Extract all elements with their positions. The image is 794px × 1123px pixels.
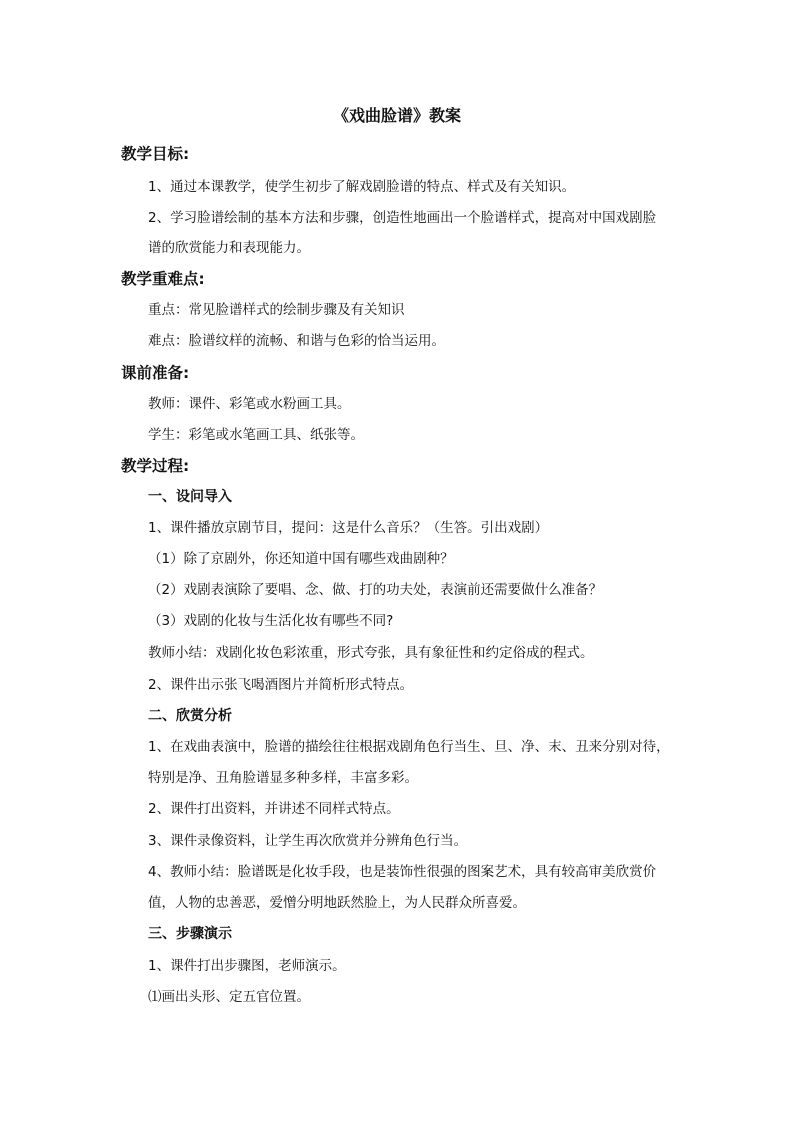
part2-item-2: 2、课件打出资料，并讲述不同样式特点。 xyxy=(148,801,400,817)
goal-item-2-cont: 谱的欣赏能力和表现能力。 xyxy=(148,240,310,256)
keypoint-item-2: 难点：脸谱纹样的流畅、和谐与色彩的恰当运用。 xyxy=(148,333,445,349)
part1-item-3: （2）戏剧表演除了要唱、念、做、打的功夫处，表演前还需要做什么准备？ xyxy=(148,582,603,598)
part2-item-4-cont: 值，人物的忠善恶，爱憎分明地跃然脸上，为人民群众所喜爱。 xyxy=(148,895,526,911)
part2-item-1-cont: 特别是净、丑角脸谱显多种多样，丰富多彩。 xyxy=(148,770,418,786)
part1-item-5: 教师小结：戏剧化妆色彩浓重，形式夸张，具有象征性和约定俗成的程式。 xyxy=(148,645,594,661)
goal-item-2: 2、学习脸谱绘制的基本方法和步骤，创造性地画出一个脸谱样式，提高对中国戏剧脸 xyxy=(148,210,657,226)
heading-goals: 教学目标: xyxy=(121,145,190,163)
process-part2-title: 二、欣赏分析 xyxy=(148,708,232,724)
prep-item-1: 教师：课件、彩笔或水粉画工具。 xyxy=(148,396,351,412)
part3-item-2: ⑴画出头形、定五官位置。 xyxy=(148,989,310,1005)
part2-item-3: 3、课件录像资料，让学生再次欣赏并分辨角色行当。 xyxy=(148,833,468,849)
part2-item-1: 1、在戏曲表演中，脸谱的描绘往往根据戏剧角色行当生、旦、净、末、丑来分别对待， xyxy=(148,739,670,755)
part1-item-6: 2、课件出示张飞喝酒图片并简析形式特点。 xyxy=(148,677,414,693)
heading-prep: 课前准备: xyxy=(121,364,190,382)
part3-item-1: 1、课件打出步骤图，老师演示。 xyxy=(148,958,346,974)
keypoint-item-1: 重点：常见脸谱样式的绘制步骤及有关知识 xyxy=(148,302,405,318)
part1-item-1: 1、课件播放京剧节目，提问：这是什么音乐？（生答。引出戏剧） xyxy=(148,520,549,536)
heading-process: 教学过程: xyxy=(121,457,190,475)
part1-item-2: （1）除了京剧外，你还知道中国有哪些戏曲剧种？ xyxy=(148,551,454,567)
document-title: 《戏曲脸谱》教案 xyxy=(332,106,461,125)
process-part3-title: 三、步骤演示 xyxy=(148,926,232,942)
part1-item-4: （3）戏剧的化妆与生活化妆有哪些不同? xyxy=(148,613,394,629)
goal-item-1: 1、通过本课教学，使学生初步了解戏剧脸谱的特点、样式及有关知识。 xyxy=(148,179,576,195)
heading-keypoints: 教学重难点: xyxy=(121,270,205,288)
part2-item-4: 4、教师小结：脸谱既是化妆手段，也是装饰性很强的图案艺术，具有较高审美欣赏价 xyxy=(148,864,657,880)
process-part1-title: 一、设问导入 xyxy=(148,489,232,505)
prep-item-2: 学生：彩笔或水笔画工具、纸张等。 xyxy=(148,427,364,443)
